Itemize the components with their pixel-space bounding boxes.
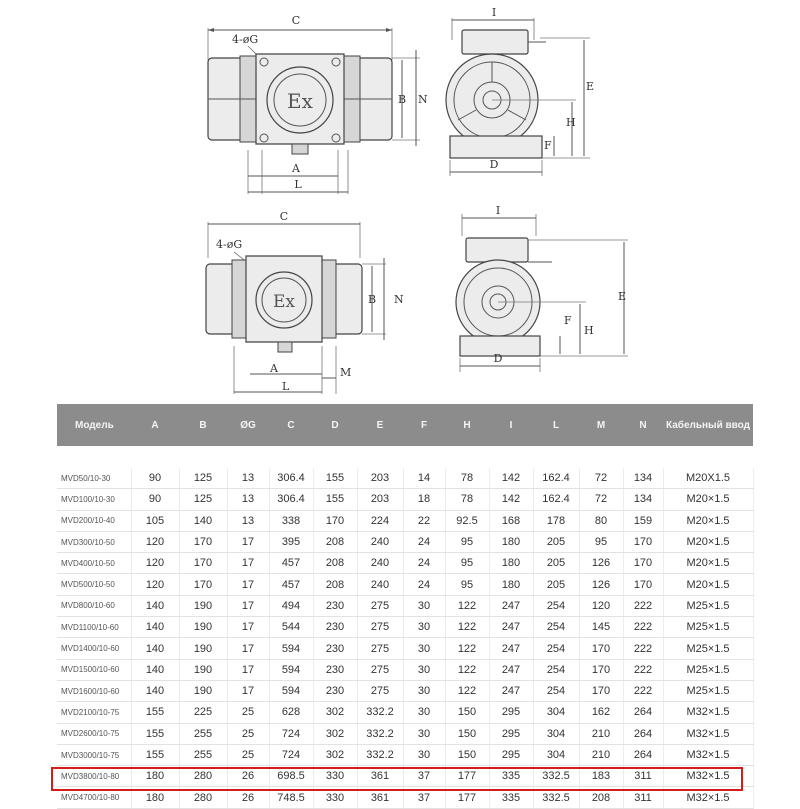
column-header: ØG	[227, 404, 269, 446]
table-row	[57, 574, 753, 595]
value-cell: 30	[403, 638, 445, 659]
value-cell: 142	[489, 468, 533, 489]
value-cell: 222	[623, 659, 663, 680]
value-cell: M25×1.5	[663, 638, 753, 659]
value-cell: 180	[489, 553, 533, 574]
value-cell: 180	[489, 531, 533, 552]
value-cell: M25×1.5	[663, 659, 753, 680]
value-cell: M32×1.5	[663, 787, 753, 808]
value-cell: 17	[227, 595, 269, 616]
value-cell: 306.4	[269, 489, 313, 510]
value-cell: 122	[445, 617, 489, 638]
value-cell: 230	[313, 638, 357, 659]
value-cell: 247	[489, 595, 533, 616]
value-cell: 190	[179, 617, 227, 638]
value-cell: 24	[403, 553, 445, 574]
value-cell: 748.5	[269, 787, 313, 808]
value-cell: 255	[179, 723, 227, 744]
value-cell: 122	[445, 659, 489, 680]
technical-drawings	[0, 0, 800, 400]
model-cell: MVD500/10-50	[57, 574, 131, 595]
dim-label-b: B	[398, 93, 407, 106]
value-cell: 222	[623, 638, 663, 659]
value-cell: 180	[489, 574, 533, 595]
model-cell: MVD1400/10-60	[57, 638, 131, 659]
value-cell: 275	[357, 680, 403, 701]
value-cell: 170	[579, 638, 623, 659]
value-cell: 222	[623, 680, 663, 701]
value-cell: 155	[131, 702, 179, 723]
value-cell: 126	[579, 574, 623, 595]
value-cell: 162.4	[533, 489, 579, 510]
value-cell: 17	[227, 638, 269, 659]
value-cell: 18	[403, 489, 445, 510]
header-row	[57, 404, 753, 446]
value-cell: 30	[403, 702, 445, 723]
value-cell: 17	[227, 659, 269, 680]
value-cell: 178	[533, 510, 579, 531]
dim-label-g: 4-øG	[232, 33, 259, 46]
column-header: E	[357, 404, 403, 446]
value-cell: 205	[533, 574, 579, 595]
value-cell: 494	[269, 595, 313, 616]
dim-label-a: A	[292, 162, 300, 175]
column-header: N	[623, 404, 663, 446]
table-row	[57, 531, 753, 552]
column-header: Модель	[57, 404, 131, 446]
value-cell: M32×1.5	[663, 744, 753, 765]
value-cell: 95	[579, 531, 623, 552]
value-cell: 150	[445, 702, 489, 723]
dim-label-i-2: I	[495, 204, 501, 217]
value-cell: 17	[227, 574, 269, 595]
value-cell: 105	[131, 510, 179, 531]
value-cell: 247	[489, 617, 533, 638]
value-cell: 332.5	[533, 787, 579, 808]
value-cell: 14	[403, 468, 445, 489]
value-cell: 264	[623, 702, 663, 723]
value-cell: 134	[623, 489, 663, 510]
value-cell: 247	[489, 680, 533, 701]
value-cell: 22	[403, 510, 445, 531]
value-cell: 183	[579, 766, 623, 787]
value-cell: 208	[313, 553, 357, 574]
value-cell: 332.2	[357, 723, 403, 744]
dim-label-c: C	[291, 14, 301, 27]
value-cell: 90	[131, 468, 179, 489]
value-cell: 170	[623, 531, 663, 552]
value-cell: 698.5	[269, 766, 313, 787]
value-cell: 594	[269, 659, 313, 680]
column-header: Кабельный ввод	[663, 404, 753, 446]
value-cell: 240	[357, 553, 403, 574]
model-cell: MVD1600/10-60	[57, 680, 131, 701]
value-cell: 264	[623, 744, 663, 765]
value-cell: 155	[313, 489, 357, 510]
value-cell: 170	[179, 574, 227, 595]
value-cell: 254	[533, 638, 579, 659]
dim-label-i: I	[491, 6, 497, 19]
value-cell: 155	[131, 723, 179, 744]
value-cell: 335	[489, 787, 533, 808]
value-cell: 24	[403, 531, 445, 552]
model-cell: MVD3000/10-75	[57, 744, 131, 765]
dim-label-a-2: A	[270, 362, 278, 375]
value-cell: 190	[179, 638, 227, 659]
value-cell: 203	[357, 468, 403, 489]
column-header: I	[489, 404, 533, 446]
value-cell: 240	[357, 531, 403, 552]
value-cell: 224	[357, 510, 403, 531]
value-cell: 311	[623, 766, 663, 787]
value-cell: 17	[227, 531, 269, 552]
value-cell: 255	[179, 744, 227, 765]
table-row	[57, 766, 753, 787]
table-row	[57, 468, 753, 489]
model-cell: MVD300/10-50	[57, 531, 131, 552]
value-cell: 13	[227, 489, 269, 510]
value-cell: 30	[403, 617, 445, 638]
value-cell: 140	[131, 617, 179, 638]
value-cell: 361	[357, 787, 403, 808]
value-cell: 177	[445, 787, 489, 808]
value-cell: 332.5	[533, 766, 579, 787]
dim-label-f: F	[544, 139, 552, 152]
table-row	[57, 510, 753, 531]
model-cell: MVD400/10-50	[57, 553, 131, 574]
value-cell: 180	[131, 787, 179, 808]
value-cell: 330	[313, 787, 357, 808]
value-cell: 37	[403, 766, 445, 787]
value-cell: 247	[489, 659, 533, 680]
end-view-2	[456, 204, 628, 372]
value-cell: M20×1.5	[663, 553, 753, 574]
value-cell: 302	[313, 723, 357, 744]
value-cell: 142	[489, 489, 533, 510]
value-cell: 225	[179, 702, 227, 723]
value-cell: 302	[313, 702, 357, 723]
model-cell: MVD1100/10-60	[57, 617, 131, 638]
value-cell: 180	[131, 766, 179, 787]
ex-mark: Ex	[287, 89, 313, 113]
value-cell: 222	[623, 617, 663, 638]
value-cell: M25×1.5	[663, 680, 753, 701]
value-cell: 724	[269, 744, 313, 765]
value-cell: 210	[579, 744, 623, 765]
value-cell: M25×1.5	[663, 617, 753, 638]
value-cell: 210	[579, 723, 623, 744]
value-cell: 230	[313, 659, 357, 680]
dim-label-n-2: N	[394, 293, 404, 306]
model-cell: MVD2100/10-75	[57, 702, 131, 723]
value-cell: 140	[131, 638, 179, 659]
table-row	[57, 702, 753, 723]
value-cell: 30	[403, 744, 445, 765]
value-cell: 628	[269, 702, 313, 723]
table-row	[57, 489, 753, 510]
model-cell: MVD50/10-30	[57, 468, 131, 489]
value-cell: 240	[357, 574, 403, 595]
table-row	[57, 723, 753, 744]
ex-mark-2: Ex	[273, 292, 295, 312]
dim-label-n: N	[418, 93, 428, 106]
table-row	[57, 659, 753, 680]
table-row	[57, 617, 753, 638]
value-cell: 25	[227, 723, 269, 744]
value-cell: 254	[533, 595, 579, 616]
value-cell: 544	[269, 617, 313, 638]
value-cell: 170	[623, 574, 663, 595]
value-cell: 230	[313, 680, 357, 701]
value-cell: 594	[269, 638, 313, 659]
column-header: D	[313, 404, 357, 446]
value-cell: 30	[403, 595, 445, 616]
value-cell: 26	[227, 787, 269, 808]
model-cell: MVD800/10-60	[57, 595, 131, 616]
value-cell: 13	[227, 510, 269, 531]
dim-label-d: D	[489, 158, 499, 171]
value-cell: 222	[623, 595, 663, 616]
dim-label-l-2: L	[282, 380, 290, 393]
value-cell: 330	[313, 766, 357, 787]
value-cell: 126	[579, 553, 623, 574]
value-cell: 208	[579, 787, 623, 808]
value-cell: M20×1.5	[663, 489, 753, 510]
value-cell: 92.5	[445, 510, 489, 531]
column-header: B	[179, 404, 227, 446]
value-cell: 80	[579, 510, 623, 531]
value-cell: 332.2	[357, 702, 403, 723]
value-cell: 361	[357, 766, 403, 787]
value-cell: 162.4	[533, 468, 579, 489]
value-cell: 205	[533, 531, 579, 552]
side-view-2	[206, 210, 404, 394]
value-cell: 275	[357, 659, 403, 680]
value-cell: 30	[403, 659, 445, 680]
value-cell: 304	[533, 702, 579, 723]
column-header: H	[445, 404, 489, 446]
value-cell: 145	[579, 617, 623, 638]
value-cell: 170	[623, 553, 663, 574]
dim-label-b-2: B	[368, 293, 377, 306]
side-view-1	[208, 14, 428, 194]
value-cell: 230	[313, 595, 357, 616]
dim-label-e-2: E	[618, 290, 627, 303]
value-cell: 275	[357, 617, 403, 638]
value-cell: 302	[313, 744, 357, 765]
value-cell: 125	[179, 468, 227, 489]
dim-label-f-2: F	[564, 314, 572, 327]
value-cell: 150	[445, 723, 489, 744]
table-row	[57, 638, 753, 659]
dim-label-e: E	[586, 80, 595, 93]
value-cell: 724	[269, 723, 313, 744]
value-cell: 177	[445, 766, 489, 787]
value-cell: M32×1.5	[663, 702, 753, 723]
value-cell: 311	[623, 787, 663, 808]
value-cell: 275	[357, 638, 403, 659]
model-cell: MVD2600/10-75	[57, 723, 131, 744]
value-cell: M25×1.5	[663, 595, 753, 616]
table-row	[57, 787, 753, 808]
end-view-1	[446, 6, 594, 176]
value-cell: 78	[445, 489, 489, 510]
value-cell: 280	[179, 787, 227, 808]
value-cell: 122	[445, 680, 489, 701]
value-cell: 30	[403, 723, 445, 744]
value-cell: 72	[579, 489, 623, 510]
model-cell: MVD100/10-30	[57, 489, 131, 510]
spacer-row	[57, 446, 753, 468]
value-cell: 140	[179, 510, 227, 531]
value-cell: M20X1.5	[663, 468, 753, 489]
value-cell: 26	[227, 766, 269, 787]
value-cell: 247	[489, 638, 533, 659]
model-cell: MVD200/10-40	[57, 510, 131, 531]
value-cell: 295	[489, 723, 533, 744]
value-cell: 78	[445, 468, 489, 489]
value-cell: 254	[533, 680, 579, 701]
value-cell: 295	[489, 702, 533, 723]
value-cell: 190	[179, 595, 227, 616]
value-cell: 190	[179, 680, 227, 701]
spec-table-header	[57, 404, 753, 446]
value-cell: 159	[623, 510, 663, 531]
spec-table	[57, 404, 754, 809]
value-cell: 25	[227, 744, 269, 765]
column-header: M	[579, 404, 623, 446]
model-cell: MVD1500/10-60	[57, 659, 131, 680]
value-cell: 594	[269, 680, 313, 701]
value-cell: 170	[579, 659, 623, 680]
column-header: F	[403, 404, 445, 446]
value-cell: 254	[533, 617, 579, 638]
dim-label-l: L	[294, 178, 302, 191]
value-cell: 140	[131, 680, 179, 701]
value-cell: 230	[313, 617, 357, 638]
table-row	[57, 595, 753, 616]
value-cell: 170	[179, 531, 227, 552]
value-cell: 254	[533, 659, 579, 680]
dim-label-m: M	[340, 366, 352, 379]
value-cell: 304	[533, 723, 579, 744]
value-cell: 120	[579, 595, 623, 616]
value-cell: 90	[131, 489, 179, 510]
value-cell: M20×1.5	[663, 510, 753, 531]
value-cell: 203	[357, 489, 403, 510]
value-cell: 95	[445, 574, 489, 595]
value-cell: 170	[313, 510, 357, 531]
value-cell: 162	[579, 702, 623, 723]
dim-label-d-2: D	[493, 352, 503, 365]
dim-label-h: H	[566, 116, 576, 129]
value-cell: 120	[131, 531, 179, 552]
value-cell: 17	[227, 680, 269, 701]
value-cell: 30	[403, 680, 445, 701]
value-cell: 155	[313, 468, 357, 489]
table-row	[57, 680, 753, 701]
value-cell: 155	[131, 744, 179, 765]
table-row	[57, 744, 753, 765]
value-cell: 13	[227, 468, 269, 489]
value-cell: 95	[445, 531, 489, 552]
value-cell: 122	[445, 638, 489, 659]
value-cell: 134	[623, 468, 663, 489]
value-cell: 120	[131, 553, 179, 574]
value-cell: 332.2	[357, 744, 403, 765]
column-header: A	[131, 404, 179, 446]
model-cell: MVD4700/10-80	[57, 787, 131, 808]
table-row	[57, 553, 753, 574]
value-cell: 457	[269, 574, 313, 595]
value-cell: 304	[533, 744, 579, 765]
value-cell: 295	[489, 744, 533, 765]
spec-table-body	[57, 446, 753, 808]
value-cell: 208	[313, 574, 357, 595]
value-cell: 25	[227, 702, 269, 723]
column-header: C	[269, 404, 313, 446]
value-cell: 190	[179, 659, 227, 680]
dim-label-g-2: 4-øG	[216, 238, 243, 251]
value-cell: 395	[269, 531, 313, 552]
value-cell: M32×1.5	[663, 766, 753, 787]
value-cell: 306.4	[269, 468, 313, 489]
value-cell: 457	[269, 553, 313, 574]
column-header: L	[533, 404, 579, 446]
value-cell: 95	[445, 553, 489, 574]
value-cell: 24	[403, 574, 445, 595]
spacer-cell	[57, 446, 753, 468]
value-cell: 205	[533, 553, 579, 574]
value-cell: 37	[403, 787, 445, 808]
value-cell: 338	[269, 510, 313, 531]
value-cell: 150	[445, 744, 489, 765]
value-cell: 335	[489, 766, 533, 787]
value-cell: 168	[489, 510, 533, 531]
value-cell: 140	[131, 595, 179, 616]
value-cell: 275	[357, 595, 403, 616]
value-cell: 170	[579, 680, 623, 701]
value-cell: M20×1.5	[663, 531, 753, 552]
value-cell: 120	[131, 574, 179, 595]
value-cell: 122	[445, 595, 489, 616]
model-cell: MVD3800/10-80	[57, 766, 131, 787]
value-cell: 280	[179, 766, 227, 787]
value-cell: 125	[179, 489, 227, 510]
value-cell: 264	[623, 723, 663, 744]
value-cell: 170	[179, 553, 227, 574]
value-cell: 72	[579, 468, 623, 489]
value-cell: M32×1.5	[663, 723, 753, 744]
value-cell: M20×1.5	[663, 574, 753, 595]
dim-label-c-2: C	[279, 210, 289, 223]
value-cell: 17	[227, 553, 269, 574]
value-cell: 17	[227, 617, 269, 638]
value-cell: 208	[313, 531, 357, 552]
dim-label-h-2: H	[584, 324, 594, 337]
value-cell: 140	[131, 659, 179, 680]
